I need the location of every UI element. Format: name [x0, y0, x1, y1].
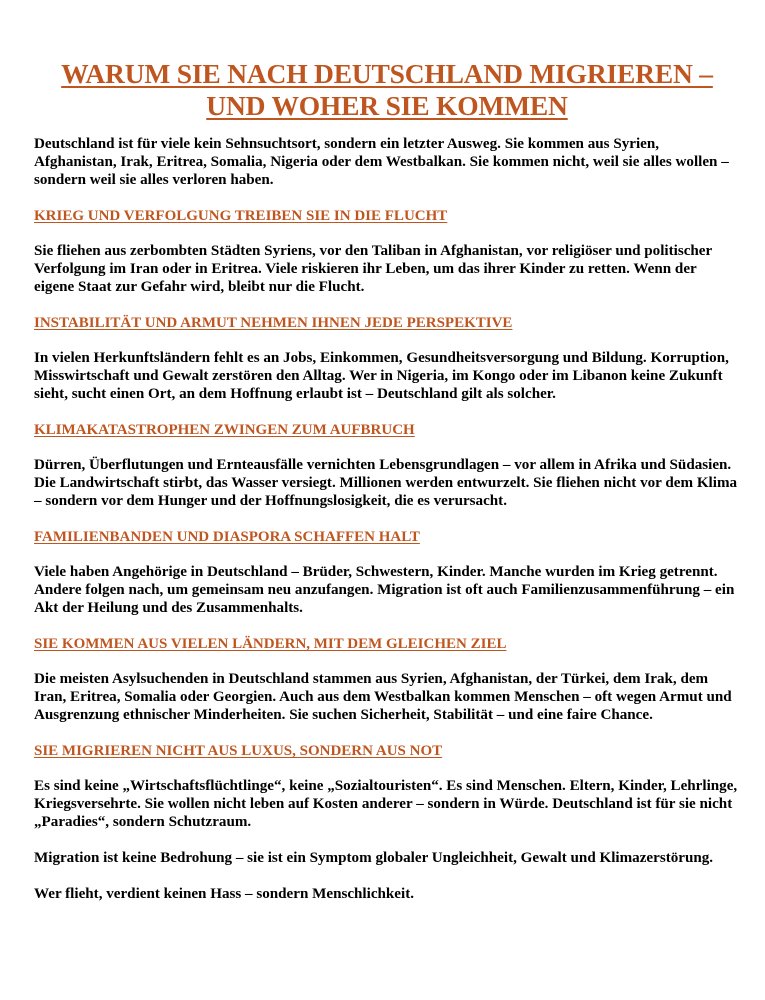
- section-heading-need: SIE MIGRIEREN NICHT AUS LUXUS, SONDERN AUS NOT: [34, 743, 443, 759]
- page-title: [34, 58, 740, 122]
- page-title-line-2: UND WOHER SIE KOMMEN: [206, 90, 568, 121]
- section-heading-climate: KLIMAKATASTROPHEN ZWINGEN ZUM AUFBRUCH: [34, 422, 415, 438]
- section-text-climate: Dürren, Überflutungen und Ernteausfälle vernichten Lebensgrundlagen – vor allem in Afrika und Südasien. Die Landwirtschaft stirbt, das Wasser versiegt. Millionen werden entwurzelt. Sie fliehen nicht vor dem Klima – sondern vor dem Hunger und der Hoffnungslosigkeit, die es verursacht.: [34, 457, 738, 509]
- section-heading-war: KRIEG UND VERFOLGUNG TREIBEN SIE IN DIE FLUCHT: [34, 208, 448, 224]
- closing-paragraph-1: Migration ist keine Bedrohung – sie ist ein Symptom globaler Ungleichheit, Gewalt und Klimazerstörung.: [34, 850, 714, 866]
- page-title-line-1: WARUM SIE NACH DEUTSCHLAND MIGRIEREN –: [61, 58, 713, 89]
- section-heading-instability: INSTABILITÄT UND ARMUT NEHMEN IHNEN JEDE PERSPEKTIVE: [34, 315, 513, 331]
- section-text-need: Es sind keine „Wirtschaftsflüchtlinge“, keine „Sozialtouristen“. Es sind Menschen. Eltern, Kinder, Lehrlinge, Kriegsversehrte. Sie wollen nicht leben auf Kosten anderer – sondern in Würde. Deutschland ist für sie nicht „Paradies“, sondern Schutzraum.: [34, 778, 738, 830]
- section-text-war: Sie fliehen aus zerbombten Städten Syriens, vor den Taliban in Afghanistan, vor religiöser und politischer Verfolgung im Iran oder in Eritrea. Viele riskieren ihr Leben, um das ihrer Kinder zu retten. Wenn der eigene Staat zur Gefahr wird, bleibt nur die Flucht.: [34, 243, 712, 295]
- section-text-family: Viele haben Angehörige in Deutschland – Brüder, Schwestern, Kinder. Manche wurden im Krieg getrennt. Andere folgen nach, um gemeinsam neu anzufangen. Migration ist oft auch Familienzusammenführung – ein Akt der Heilung und des Zusammenhalts.: [34, 564, 735, 616]
- section-heading-family: FAMILIENBANDEN UND DIASPORA SCHAFFEN HALT: [34, 529, 420, 545]
- closing-paragraph-2: Wer flieht, verdient keinen Hass – sondern Menschlichkeit.: [34, 886, 414, 902]
- section-text-instability: In vielen Herkunftsländern fehlt es an Jobs, Einkommen, Gesundheitsversorgung und Bildung. Korruption, Misswirtschaft und Gewalt zerstören den Alltag. Wer in Nigeria, im Kongo oder im Libanon keine Zukunft sieht, sucht einen Ort, an dem Hoffnung erlaubt ist – Deutschland gilt als solcher.: [34, 350, 729, 402]
- section-heading-origins: SIE KOMMEN AUS VIELEN LÄNDERN, MIT DEM GLEICHEN ZIEL: [34, 636, 507, 652]
- section-text-origins: Die meisten Asylsuchenden in Deutschland stammen aus Syrien, Afghanistan, der Türkei, dem Irak, dem Iran, Eritrea, Somalia oder Georgien. Auch aus dem Westbalkan kommen Menschen – oft wegen Armut und Ausgrenzung ethnischer Minderheiten. Sie suchen Sicherheit, Stabilität – und eine faire Chance.: [34, 671, 732, 723]
- intro-paragraph: Deutschland ist für viele kein Sehnsuchtsort, sondern ein letzter Ausweg. Sie kommen aus Syrien, Afghanistan, Irak, Eritrea, Somalia, Nigeria oder dem Westbalkan. Sie kommen nicht, weil sie alles wollen – sondern weil sie alles verloren haben.: [34, 136, 729, 188]
- document-page: [34, 58, 740, 921]
